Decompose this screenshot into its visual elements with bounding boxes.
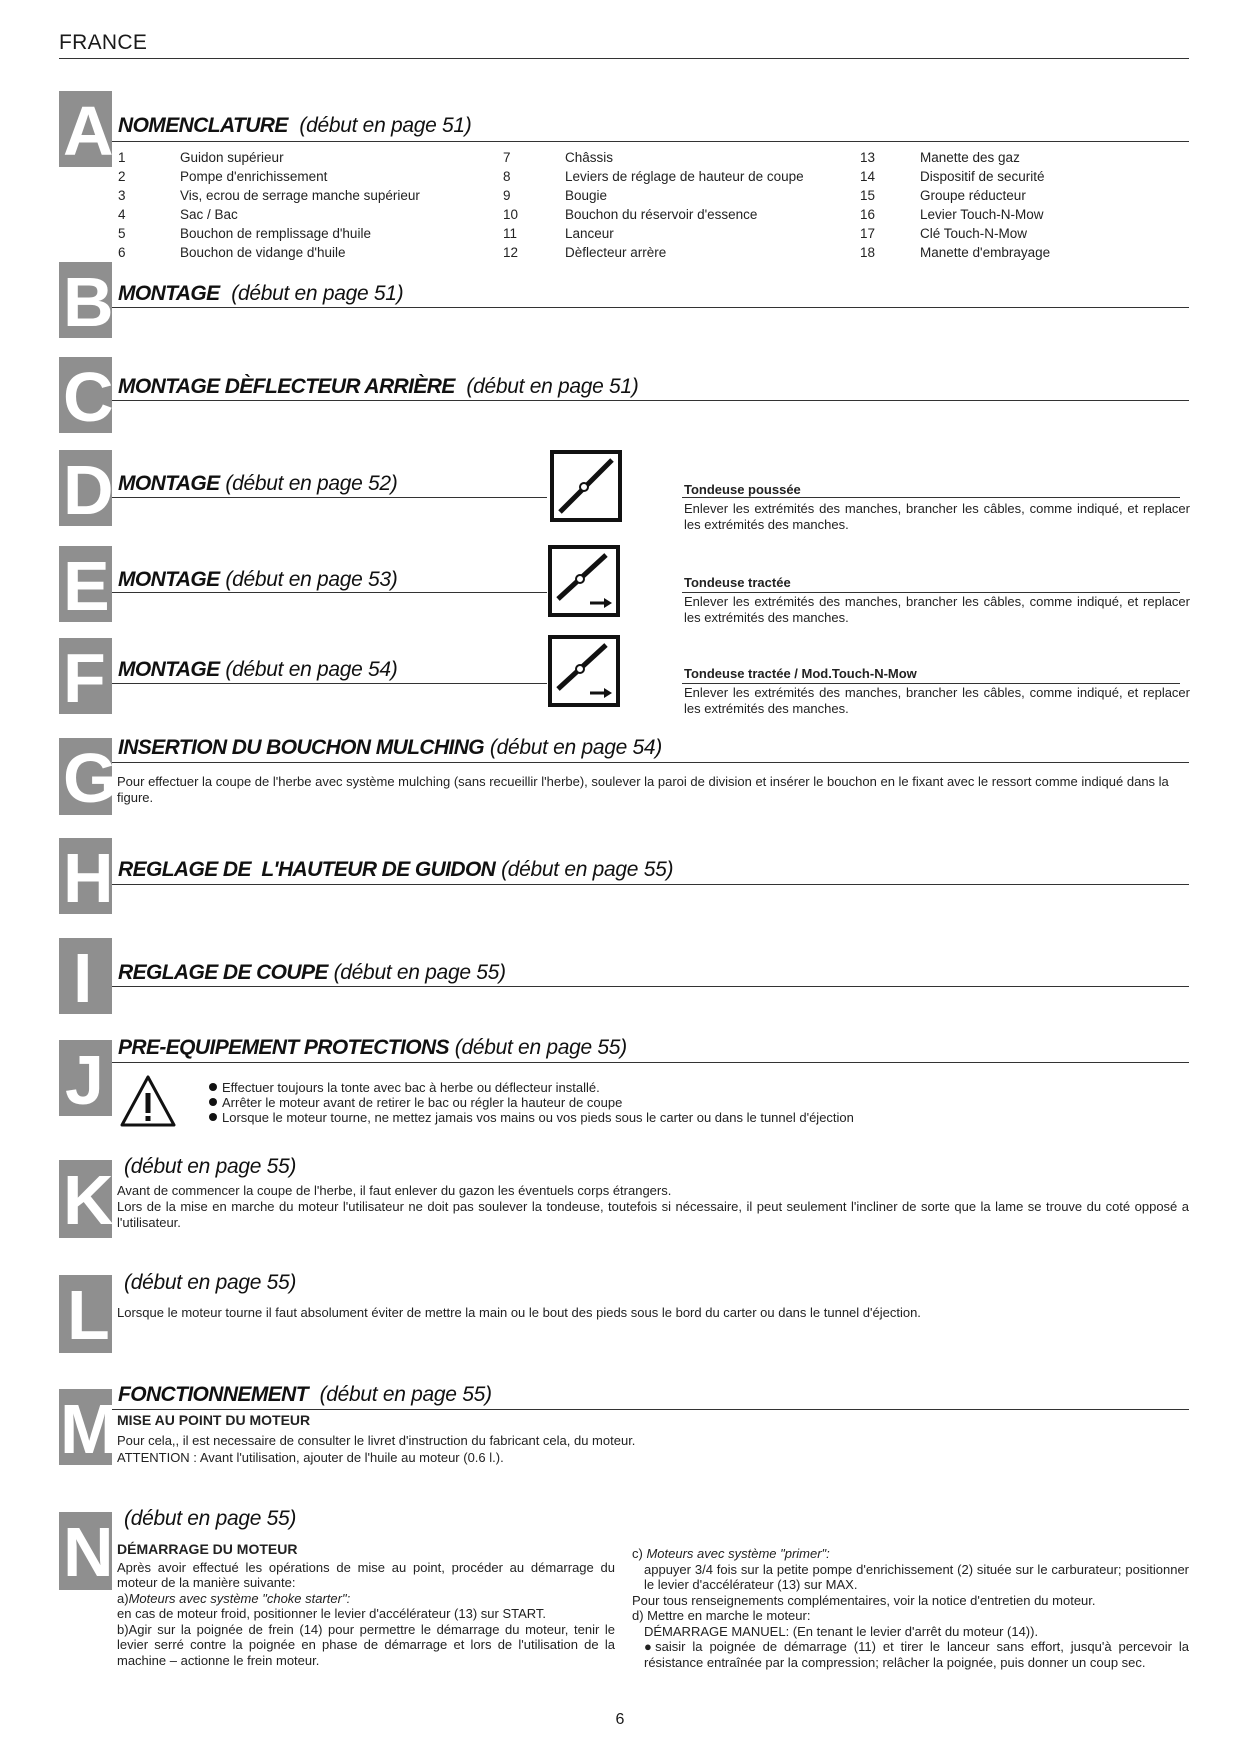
nomenclature-item: 10 Bouchon du réservoir d'essence (503, 207, 758, 222)
section-d-ref: (début en page 52) (225, 472, 398, 495)
section-c-heading (118, 375, 639, 399)
section-n-step-c-text: appuyer 3/4 fois sur la petite pompe d'enrichissement (2) située sur le carburateur; positionner le levier d'accélérateur (13) sur MAX. (644, 1561, 1189, 1592)
nomenclature-col-2 (503, 148, 804, 262)
section-e-caption-title: Tondeuse tractée (684, 575, 791, 590)
section-e-caption-text: Enlever les extrémités des manches, brancher les câbles, comme indiqué, et replacer les extrémités des manches. (684, 594, 1190, 625)
section-n-step-c: c) Moteurs avec système "primer": (632, 1546, 830, 1561)
nomenclature-item: 8 Leviers de réglage de hauteur de coupe (503, 169, 804, 184)
bullet-icon (209, 1098, 217, 1106)
section-b-heading (118, 282, 403, 306)
section-i-title: REGLAGE DE COUPE (118, 961, 328, 984)
section-m-title: FONCTIONNEMENT (118, 1383, 308, 1406)
cable-diagram-arrow-icon (548, 635, 620, 707)
section-i-rule (112, 986, 1189, 987)
nomenclature-item: 5 Bouchon de remplissage d'huile (118, 226, 371, 241)
list-item: Arrêter le moteur avant de retirer le bac ou régler la hauteur de coupe (209, 1095, 854, 1110)
section-n-step-d: d) Mettre en marche le moteur: (632, 1608, 811, 1623)
section-d-caption-text: Enlever les extrémités des manches, brancher les câbles, comme indiqué, et replacer les extrémités des manches. (684, 501, 1190, 532)
section-d-caption-title: Tondeuse poussée (684, 482, 801, 497)
warning-triangle-icon (118, 1073, 178, 1134)
section-letter-b: B (59, 262, 112, 338)
nomenclature-item: 13 Manette des gaz (860, 150, 1020, 165)
section-a-rule (112, 141, 1189, 142)
nomenclature-item: 1 Guidon supérieur (118, 150, 284, 165)
section-letter-c: C (59, 357, 112, 433)
section-n-intro: Après avoir effectué les opérations de mise au point, procéder au démarrage du moteur de la manière suivante: (117, 1559, 615, 1590)
bullet-icon (209, 1113, 217, 1121)
nomenclature-item: 9 Bougie (503, 188, 608, 203)
section-n-step-b: b)Agir sur la poignée de frein (14) pour permettre le démarrage du moteur, tenir le levier serré contre la poignée en phase de démarrage et lors de l'utilisation de la machine – actionne le frein moteur. (117, 1621, 615, 1668)
section-letter-d: D (59, 450, 112, 526)
section-e-heading (118, 568, 398, 592)
nomenclature-col-1 (118, 148, 420, 262)
section-j-ref: (début en page 55) (454, 1036, 627, 1059)
section-n-left-column (117, 1542, 615, 1668)
section-h-heading (118, 858, 673, 882)
section-g-ref: (début en page 54) (489, 736, 662, 759)
section-m-ref: (début en page 55) (319, 1383, 492, 1406)
nomenclature-col-3 (860, 148, 1050, 262)
section-letter-n: N (59, 1512, 112, 1590)
section-n-right-column (632, 1546, 1189, 1670)
section-a-title: NOMENCLATURE (118, 114, 288, 137)
page-number: 6 (615, 1711, 625, 1728)
section-g-title: INSERTION DU BOUCHON MULCHING (118, 736, 485, 759)
nomenclature-item: 4 Sac / Bac (118, 207, 238, 222)
nomenclature-item: 15 Groupe réducteur (860, 188, 1026, 203)
section-f-caption (684, 666, 1190, 717)
nomenclature-item: 11 Lanceur (503, 226, 614, 241)
section-n-info: Pour tous renseignements complémentaires, voir la notice d'entretien du moteur. (632, 1592, 1096, 1608)
section-n-heading (124, 1507, 296, 1531)
section-l-ref: (début en page 55) (124, 1271, 297, 1294)
section-j-rule (112, 1062, 1189, 1063)
section-letter-e: E (59, 546, 112, 622)
section-n-subtitle: DÉMARRAGE DU MOTEUR (117, 1541, 298, 1557)
nomenclature-item: 18 Manette d'embrayage (860, 245, 1051, 260)
section-m-line-1: Pour cela,, il est necessaire de consulter le livret d'instruction du fabricant cela, du moteur. (117, 1433, 636, 1448)
nomenclature-item: 7 Châssis (503, 150, 614, 165)
bullet-icon (209, 1083, 217, 1091)
section-m-line-2: ATTENTION : Avant l'utilisation, ajouter de l'huile au moteur (0.6 l.). (117, 1450, 504, 1465)
section-letter-h: H (59, 838, 112, 914)
section-n-manual-start: DÉMARRAGE MANUEL: (En tenant le levier d'arrêt du moteur (14)). (644, 1623, 1039, 1639)
section-m-subtitle: MISE AU POINT DU MOTEUR (117, 1412, 311, 1428)
section-g-heading (118, 736, 662, 760)
section-f-caption-title: Tondeuse tractée / Mod.Touch-N-Mow (684, 666, 917, 681)
section-a-ref: (début en page 51) (299, 114, 472, 137)
cable-diagram-arrow-icon (548, 545, 620, 617)
country-label: FRANCE (59, 31, 148, 54)
section-k-ref: (début en page 55) (124, 1155, 297, 1178)
section-c-title: MONTAGE DÈFLECTEUR ARRIÈRE (118, 375, 455, 398)
section-f-heading (118, 658, 398, 682)
nomenclature-item: 17 Clé Touch-N-Mow (860, 226, 1028, 241)
nomenclature-item: 2 Pompe d'enrichissement (118, 169, 328, 184)
section-letter-j: J (59, 1040, 112, 1116)
section-k-line-2: Lors de la mise en marche du moteur l'utilisateur ne doit pas soulever la tondeuse, toutefois si nécessaire, il peut seulement l'incliner de sorte que la lame se trouve du coté opposé a l'utilisateur. (117, 1199, 1189, 1230)
section-d-heading (118, 472, 398, 496)
section-a-heading (118, 114, 471, 138)
section-e-title: MONTAGE (118, 568, 220, 591)
section-f-rule (112, 683, 547, 684)
section-b-rule (112, 307, 1189, 308)
section-h-title: REGLAGE DE L'HAUTEUR DE GUIDON (118, 858, 496, 881)
section-g-rule (112, 762, 1189, 763)
section-e-ref: (début en page 53) (225, 568, 398, 591)
section-d-rule (112, 497, 547, 498)
section-c-ref: (début en page 51) (466, 375, 639, 398)
nomenclature-item: 14 Dispositif de securité (860, 169, 1045, 184)
section-g-text: Pour effectuer la coupe de l'herbe avec système mulching (sans recueillir l'herbe), soulever la paroi de division et insérer le bouchon en le fixant avec le ressort comme indiqué dans la figure. (117, 774, 1169, 805)
section-l-text: Lorsque le moteur tourne il faut absolument éviter de mettre la main ou le bout des pieds sous le bord du carter ou dans le tunnel d'éjection. (117, 1305, 921, 1320)
section-k-heading (124, 1155, 296, 1179)
section-n-ref: (début en page 55) (124, 1507, 297, 1530)
section-e-rule (112, 592, 547, 593)
section-n-step-d-bullet: ●saisir la poignée de démarrage (11) et tirer le lanceur sans effort, jusqu'à percevoir la résistance entraînée par la compression; relâcher la poignée, puis donner un coup sec. (644, 1639, 1189, 1670)
section-h-ref: (début en page 55) (501, 858, 674, 881)
section-letter-k: K (59, 1160, 112, 1238)
section-d-caption (684, 482, 1190, 533)
section-i-heading (118, 961, 506, 985)
nomenclature-item: 3 Vis, ecrou de serrage manche supérieur (118, 188, 420, 203)
section-letter-l: L (59, 1275, 112, 1353)
section-m-text (117, 1412, 1189, 1466)
header-rule (59, 58, 1189, 59)
section-k-line-1: Avant de commencer la coupe de l'herbe, il faut enlever du gazon les éventuels corps étrangers. (117, 1183, 672, 1198)
section-i-ref: (début en page 55) (333, 961, 506, 984)
nomenclature-item: 6 Bouchon de vidange d'huile (118, 245, 346, 260)
section-h-rule (112, 884, 1189, 885)
section-letter-a: A (59, 91, 112, 167)
nomenclature-item: 12 Dèflecteur arrère (503, 245, 667, 260)
section-f-caption-text: Enlever les extrémités des manches, brancher les câbles, comme indiqué, et replacer les extrémités des manches. (684, 685, 1190, 716)
section-e-caption (684, 575, 1190, 626)
section-c-rule (112, 400, 1189, 401)
section-f-ref: (début en page 54) (225, 658, 398, 681)
section-d-title: MONTAGE (118, 472, 220, 495)
section-f-title: MONTAGE (118, 658, 220, 681)
section-letter-m: M (60, 1390, 119, 1468)
section-b-title: MONTAGE (118, 282, 220, 305)
section-l-heading (124, 1271, 296, 1295)
section-letter-f: F (59, 638, 112, 714)
section-n-step-a: a)Moteurs avec système "choke starter": (117, 1590, 351, 1606)
list-item: Effectuer toujours la tonte avec bac à herbe ou déflecteur installé. (209, 1080, 854, 1095)
section-k-text (117, 1183, 1189, 1231)
section-n-step-a-text: en cas de moteur froid, positionner le levier d'accélérateur (13) sur START. (117, 1606, 547, 1621)
section-letter-g: G (59, 738, 112, 815)
section-m-rule (112, 1409, 1189, 1410)
section-j-title: PRE-EQUIPEMENT PROTECTIONS (118, 1036, 449, 1059)
section-j-heading (118, 1036, 627, 1060)
section-m-heading (118, 1383, 492, 1407)
nomenclature-item: 16 Levier Touch-N-Mow (860, 207, 1044, 222)
section-j-bullets (209, 1080, 854, 1125)
list-item: Lorsque le moteur tourne, ne mettez jamais vos mains ou vos pieds sous le carter ou dans le tunnel d'éjection (209, 1110, 854, 1125)
section-letter-i: I (59, 938, 112, 1014)
cable-diagram-icon (550, 450, 622, 522)
section-b-ref: (début en page 51) (231, 282, 404, 305)
